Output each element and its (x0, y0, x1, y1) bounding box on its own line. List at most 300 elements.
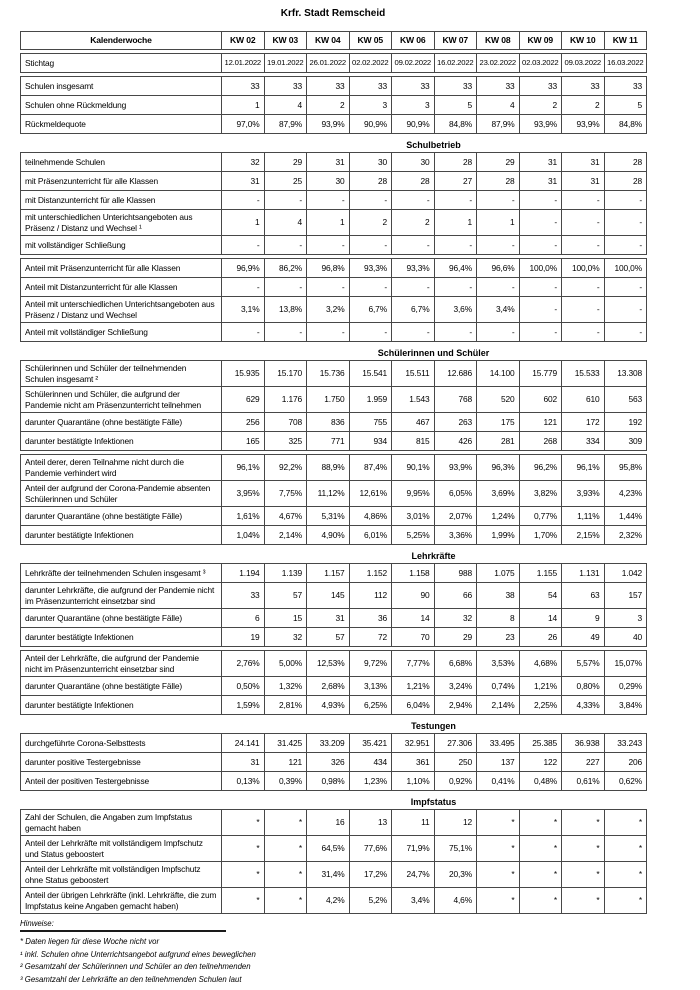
value-cell: 4,6% (434, 888, 477, 914)
row-label: Anteil mit vollständiger Schließung (21, 323, 222, 342)
table-block-sus-anteile (20, 454, 647, 545)
value-cell: 32 (222, 153, 265, 172)
value-cell: 3,13% (349, 677, 392, 696)
footnotes-divider (20, 930, 226, 932)
value-cell: 1.750 (307, 387, 350, 413)
value-cell: 2,14% (477, 696, 520, 715)
value-cell: - (562, 323, 605, 342)
value-cell: 122 (519, 753, 562, 772)
value-cell: - (264, 191, 307, 210)
row-label: Anteil mit Distanzunterricht für alle Klassen (21, 278, 222, 297)
value-cell: 25 (264, 172, 307, 191)
value-cell: 165 (222, 432, 265, 451)
value-cell: - (477, 323, 520, 342)
value-cell: * (604, 810, 647, 836)
value-cell: - (222, 278, 265, 297)
value-cell: 334 (562, 432, 605, 451)
value-cell: 14 (392, 609, 435, 628)
value-cell: 0,13% (222, 772, 265, 791)
row-darunter-quarantäne-ohne-bestätigte-fälle (21, 609, 647, 628)
value-cell: * (519, 810, 562, 836)
value-cell: * (477, 862, 520, 888)
value-cell: 9,95% (392, 481, 435, 507)
value-cell: 28 (434, 153, 477, 172)
value-cell: 4,90% (307, 526, 350, 545)
value-cell: - (307, 278, 350, 297)
value-cell: 137 (477, 753, 520, 772)
value-cell: 206 (604, 753, 647, 772)
value-cell: 28 (392, 172, 435, 191)
row-label: Schulen ohne Rückmeldung (21, 96, 222, 115)
value-cell: 100,0% (562, 259, 605, 278)
value-cell: 3,1% (222, 297, 265, 323)
value-cell: 15.935 (222, 361, 265, 387)
value-cell: 755 (349, 413, 392, 432)
value-cell: 15 (264, 609, 307, 628)
row-durchgeführte-corona-selbsttests (21, 734, 647, 753)
value-cell: 0,77% (519, 507, 562, 526)
value-cell: 2,76% (222, 651, 265, 677)
value-cell: 13 (349, 810, 392, 836)
value-cell: 434 (349, 753, 392, 772)
value-cell: - (519, 297, 562, 323)
row-label: Schülerinnen und Schüler der teilnehmenden Schulen insgesamt ² (21, 361, 222, 387)
value-cell: * (264, 836, 307, 862)
row-anteil-mit-unterschiedlichen-unterichtsangeboten (21, 297, 647, 323)
value-cell: 2,15% (562, 526, 605, 545)
value-cell: - (519, 236, 562, 255)
value-cell: 5 (434, 96, 477, 115)
value-cell: 93,9% (307, 115, 350, 134)
value-cell: * (477, 836, 520, 862)
value-cell: 8 (477, 609, 520, 628)
value-cell: 28 (349, 172, 392, 191)
value-cell: 87,9% (264, 115, 307, 134)
value-cell: 3,69% (477, 481, 520, 507)
value-cell: 1,11% (562, 507, 605, 526)
value-cell: - (604, 191, 647, 210)
value-cell: 1 (222, 96, 265, 115)
value-cell: 31 (307, 609, 350, 628)
value-cell: 93,9% (562, 115, 605, 134)
footnote-line: ³ Gesamtzahl der Lehrkräfte an den teilnehmenden Schulen laut (20, 974, 242, 984)
value-cell: 33.495 (477, 734, 520, 753)
value-cell: - (519, 278, 562, 297)
value-cell: - (349, 278, 392, 297)
value-cell: - (349, 323, 392, 342)
row-darunter-bestätigte-infektionen (21, 432, 647, 451)
value-cell: - (264, 236, 307, 255)
row-label: Anteil der aufgrund der Corona-Pandemie absenten Schülerinnen und Schüler (21, 481, 222, 507)
value-cell: 3,24% (434, 677, 477, 696)
value-cell: 6,04% (392, 696, 435, 715)
value-cell: 4 (264, 210, 307, 236)
value-cell: 0,98% (307, 772, 350, 791)
value-cell: 610 (562, 387, 605, 413)
value-cell: - (477, 236, 520, 255)
value-cell: 14.100 (477, 361, 520, 387)
value-cell: 31 (519, 172, 562, 191)
value-cell: 96,2% (519, 455, 562, 481)
value-cell: * (264, 888, 307, 914)
value-cell: 3 (604, 609, 647, 628)
value-cell: 1,44% (604, 507, 647, 526)
value-cell: 2,32% (604, 526, 647, 545)
row-label: Anteil der Lehrkräfte mit vollständigen Impfschutz ohne Status geboostert (21, 862, 222, 888)
value-cell: 268 (519, 432, 562, 451)
value-cell: 36 (349, 609, 392, 628)
value-cell: - (519, 323, 562, 342)
value-cell: - (562, 236, 605, 255)
value-cell: 28 (604, 153, 647, 172)
value-cell: * (604, 888, 647, 914)
value-cell: 1.042 (604, 564, 647, 583)
value-cell: 5,00% (264, 651, 307, 677)
row-label: Anteil derer, deren Teilnahme nicht durch die Pandemie verhindert wird (21, 455, 222, 481)
value-cell: 93,3% (392, 259, 435, 278)
value-cell: 100,0% (519, 259, 562, 278)
value-cell: - (604, 297, 647, 323)
value-cell: 11,12% (307, 481, 350, 507)
column-header-kw-03: KW 03 (264, 32, 307, 50)
value-cell: 0,50% (222, 677, 265, 696)
value-cell: 121 (264, 753, 307, 772)
value-cell: 33 (477, 77, 520, 96)
value-cell: 75,1% (434, 836, 477, 862)
value-cell: 4,67% (264, 507, 307, 526)
value-cell: 96,3% (477, 455, 520, 481)
table-block-schulbetrieb-zahlen (20, 152, 647, 255)
value-cell: 4,2% (307, 888, 350, 914)
value-cell: 12,53% (307, 651, 350, 677)
table-block-stichtag (20, 53, 647, 73)
row-anteil-der-übrigen-lehrkräfte-inkl-lehrkräfte-di (21, 888, 647, 914)
value-cell: * (562, 888, 605, 914)
value-cell: 4,68% (519, 651, 562, 677)
page-title: Krfr. Stadt Remscheid (280, 8, 386, 19)
value-cell: 33 (604, 77, 647, 96)
value-cell: 771 (307, 432, 350, 451)
value-cell: 836 (307, 413, 350, 432)
value-cell: 23.02.2022 (477, 54, 520, 73)
value-cell: 15.779 (519, 361, 562, 387)
report-table-container (20, 31, 646, 914)
column-header-kw-10: KW 10 (562, 32, 605, 50)
value-cell: 96,8% (307, 259, 350, 278)
row-schulen-ohne-rückmeldung (21, 96, 647, 115)
value-cell: 1.543 (392, 387, 435, 413)
row-mit-unterschiedlichen-unterichtsangeboten-aus-pr (21, 210, 647, 236)
row-anteil-der-lehrkräfte-die-aufgrund-der-pandemie- (21, 651, 647, 677)
value-cell: 1,70% (519, 526, 562, 545)
value-cell: 12.01.2022 (222, 54, 265, 73)
row-anteil-der-lehrkräfte-mit-vollständigem-impfschu (21, 836, 647, 862)
value-cell: 16 (307, 810, 350, 836)
value-cell: 86,2% (264, 259, 307, 278)
value-cell: 15.170 (264, 361, 307, 387)
column-header-kw-04: KW 04 (307, 32, 350, 50)
value-cell: 9,72% (349, 651, 392, 677)
row-label: Schülerinnen und Schüler, die aufgrund der Pandemie nicht am Präsenzunterricht teilnehmen (21, 387, 222, 413)
value-cell: 7,75% (264, 481, 307, 507)
value-cell: 3,95% (222, 481, 265, 507)
value-cell: 1.152 (349, 564, 392, 583)
value-cell: 31 (562, 172, 605, 191)
value-cell: 0,92% (434, 772, 477, 791)
value-cell: 31,4% (307, 862, 350, 888)
table-block-schulen (20, 76, 647, 134)
value-cell: * (604, 862, 647, 888)
value-cell: 2 (392, 210, 435, 236)
value-cell: 1,04% (222, 526, 265, 545)
value-cell: * (477, 810, 520, 836)
value-cell: 96,4% (434, 259, 477, 278)
value-cell: 2,81% (264, 696, 307, 715)
value-cell: 15.541 (349, 361, 392, 387)
value-cell: 5,25% (392, 526, 435, 545)
value-cell: 33 (434, 77, 477, 96)
value-cell: - (264, 278, 307, 297)
value-cell: 33.209 (307, 734, 350, 753)
value-cell: 33 (349, 77, 392, 96)
value-cell: 1,99% (477, 526, 520, 545)
value-cell: 36.938 (562, 734, 605, 753)
row-darunter-bestätigte-infektionen (21, 628, 647, 647)
value-cell: 13,8% (264, 297, 307, 323)
value-cell: 02.03.2022 (519, 54, 562, 73)
value-cell: 93,9% (434, 455, 477, 481)
row-label: darunter bestätigte Infektionen (21, 526, 222, 545)
value-cell: * (222, 888, 265, 914)
value-cell: 708 (264, 413, 307, 432)
table-block-lehrkraefte-zahlen (20, 563, 647, 647)
value-cell: 15.736 (307, 361, 350, 387)
value-cell: 6,05% (434, 481, 477, 507)
value-cell: - (562, 278, 605, 297)
row-darunter-quarantäne-ohne-bestätigte-fälle (21, 677, 647, 696)
value-cell: - (434, 323, 477, 342)
value-cell: 768 (434, 387, 477, 413)
row-anteil-der-aufgrund-der-corona-pandemie-absenten (21, 481, 647, 507)
row-label: darunter bestätigte Infektionen (21, 628, 222, 647)
value-cell: 87,9% (477, 115, 520, 134)
value-cell: 31 (307, 153, 350, 172)
table-block-impfstatus (20, 809, 647, 914)
value-cell: 1 (434, 210, 477, 236)
value-cell: 88,9% (307, 455, 350, 481)
value-cell: 19.01.2022 (264, 54, 307, 73)
value-cell: 26 (519, 628, 562, 647)
row-anteil-der-positiven-testergebnisse (21, 772, 647, 791)
section-header-impfstatus: Impfstatus (410, 797, 457, 807)
section-header-testungen: Testungen (411, 721, 456, 731)
row-label: darunter Quarantäne (ohne bestätigte Fälle) (21, 677, 222, 696)
value-cell: 49 (562, 628, 605, 647)
value-cell: 26.01.2022 (307, 54, 350, 73)
row-anteil-derer-deren-teilnahme-nicht-durch-die-pan (21, 455, 647, 481)
value-cell: - (519, 210, 562, 236)
value-cell: 5,57% (562, 651, 605, 677)
value-cell: 96,1% (222, 455, 265, 481)
section-header-schulbetrieb: Schulbetrieb (406, 140, 461, 150)
value-cell: 4,86% (349, 507, 392, 526)
value-cell: 16.02.2022 (434, 54, 477, 73)
row-anteil-der-lehrkräfte-mit-vollständigen-impfschu (21, 862, 647, 888)
value-cell: 28 (477, 172, 520, 191)
value-cell: 3,36% (434, 526, 477, 545)
value-cell: 1 (477, 210, 520, 236)
value-cell: 12.686 (434, 361, 477, 387)
row-label: Anteil der Lehrkräfte mit vollständigem Impfschutz und Status geboostert (21, 836, 222, 862)
value-cell: 84,8% (604, 115, 647, 134)
row-label: teilnehmende Schulen (21, 153, 222, 172)
value-cell: * (562, 862, 605, 888)
row-label: mit unterschiedlichen Unterichtsangeboten aus Präsenz / Distanz und Wechsel ¹ (21, 210, 222, 236)
row-label: darunter bestätigte Infektionen (21, 696, 222, 715)
column-header-kalenderwoche: Kalenderwoche (21, 32, 222, 50)
value-cell: 309 (604, 432, 647, 451)
value-cell: 2 (562, 96, 605, 115)
value-cell: 1.194 (222, 564, 265, 583)
value-cell: 12 (434, 810, 477, 836)
value-cell: * (562, 836, 605, 862)
value-cell: 6 (222, 609, 265, 628)
value-cell: 250 (434, 753, 477, 772)
value-cell: 5,2% (349, 888, 392, 914)
table-block-sus-zahlen (20, 360, 647, 451)
value-cell: - (307, 236, 350, 255)
value-cell: - (349, 191, 392, 210)
value-cell: 1,10% (392, 772, 435, 791)
value-cell: 90,1% (392, 455, 435, 481)
value-cell: 426 (434, 432, 477, 451)
value-cell: 0,39% (264, 772, 307, 791)
row-label: Anteil der übrigen Lehrkräfte (inkl. Lehrkräfte, die zum Impfstatus keine Angaben gemacht haben) (21, 888, 222, 914)
row-anteil-mit-präsenzunterricht-für-alle-klassen (21, 259, 647, 278)
value-cell: 467 (392, 413, 435, 432)
value-cell: 2 (519, 96, 562, 115)
row-darunter-bestätigte-infektionen (21, 696, 647, 715)
value-cell: 3 (349, 96, 392, 115)
value-cell: 24,7% (392, 862, 435, 888)
value-cell: 1.959 (349, 387, 392, 413)
value-cell: 1,32% (264, 677, 307, 696)
value-cell: - (604, 323, 647, 342)
value-cell: 66 (434, 583, 477, 609)
value-cell: 33 (392, 77, 435, 96)
row-label: darunter positive Testergebnisse (21, 753, 222, 772)
table-header-row (21, 32, 647, 50)
value-cell: 90,9% (392, 115, 435, 134)
footnote-line: ¹ inkl. Schulen ohne Unterrichtsangebot aufgrund eines beweglichen (20, 949, 256, 959)
value-cell: 90 (392, 583, 435, 609)
value-cell: 7,77% (392, 651, 435, 677)
value-cell: 20,3% (434, 862, 477, 888)
value-cell: 09.03.2022 (562, 54, 605, 73)
value-cell: 0,29% (604, 677, 647, 696)
value-cell: - (222, 236, 265, 255)
value-cell: - (604, 210, 647, 236)
value-cell: 87,4% (349, 455, 392, 481)
value-cell: 0,48% (519, 772, 562, 791)
column-header-kw-02: KW 02 (222, 32, 265, 50)
value-cell: 3,4% (392, 888, 435, 914)
value-cell: 9 (562, 609, 605, 628)
value-cell: 0,74% (477, 677, 520, 696)
value-cell: - (562, 210, 605, 236)
value-cell: 27.306 (434, 734, 477, 753)
value-cell: 2 (307, 96, 350, 115)
value-cell: 1.158 (392, 564, 435, 583)
column-header-kw-05: KW 05 (349, 32, 392, 50)
value-cell: 4 (264, 96, 307, 115)
row-anteil-mit-distanzunterricht-für-alle-klassen (21, 278, 647, 297)
value-cell: - (392, 278, 435, 297)
value-cell: 30 (392, 153, 435, 172)
value-cell: 33.243 (604, 734, 647, 753)
value-cell: * (477, 888, 520, 914)
value-cell: 29 (434, 628, 477, 647)
value-cell: 121 (519, 413, 562, 432)
row-label: darunter Quarantäne (ohne bestätigte Fälle) (21, 609, 222, 628)
row-mit-vollständiger-schließung (21, 236, 647, 255)
value-cell: 77,6% (349, 836, 392, 862)
value-cell: 1,21% (392, 677, 435, 696)
row-anteil-mit-vollständiger-schließung (21, 323, 647, 342)
value-cell: - (604, 236, 647, 255)
value-cell: 33 (562, 77, 605, 96)
value-cell: 227 (562, 753, 605, 772)
row-label: Zahl der Schulen, die Angaben zum Impfstatus gemacht haben (21, 810, 222, 836)
row-label: mit Präsenzunterricht für alle Klassen (21, 172, 222, 191)
value-cell: 815 (392, 432, 435, 451)
value-cell: - (562, 191, 605, 210)
row-stichtag (21, 54, 647, 73)
value-cell: - (434, 191, 477, 210)
value-cell: 15.533 (562, 361, 605, 387)
value-cell: 35.421 (349, 734, 392, 753)
value-cell: 63 (562, 583, 605, 609)
value-cell: 16.03.2022 (604, 54, 647, 73)
value-cell: 30 (307, 172, 350, 191)
value-cell: 172 (562, 413, 605, 432)
value-cell: 14 (519, 609, 562, 628)
value-cell: 6,68% (434, 651, 477, 677)
value-cell: 326 (307, 753, 350, 772)
value-cell: * (604, 836, 647, 862)
value-cell: * (222, 810, 265, 836)
row-label: darunter bestätigte Infektionen (21, 432, 222, 451)
value-cell: * (562, 810, 605, 836)
value-cell: 15.511 (392, 361, 435, 387)
value-cell: - (562, 297, 605, 323)
value-cell: 23 (477, 628, 520, 647)
value-cell: 1.075 (477, 564, 520, 583)
value-cell: 95,8% (604, 455, 647, 481)
value-cell: 175 (477, 413, 520, 432)
value-cell: 29 (477, 153, 520, 172)
row-label: darunter Lehrkräfte, die aufgrund der Pandemie nicht im Präsenzunterricht einsetzbar sind (21, 583, 222, 609)
row-label: Anteil der Lehrkräfte, die aufgrund der Pandemie nicht im Präsenzunterricht einsetzbar sind (21, 651, 222, 677)
value-cell: 70 (392, 628, 435, 647)
row-label: Stichtag (21, 54, 222, 73)
value-cell: 4,93% (307, 696, 350, 715)
value-cell: - (604, 278, 647, 297)
value-cell: - (222, 191, 265, 210)
value-cell: 33 (222, 583, 265, 609)
value-cell: 93,3% (349, 259, 392, 278)
footnote-line: ² Gesamtzahl der Schülerinnen und Schüler an den teilnehmenden (20, 962, 251, 971)
